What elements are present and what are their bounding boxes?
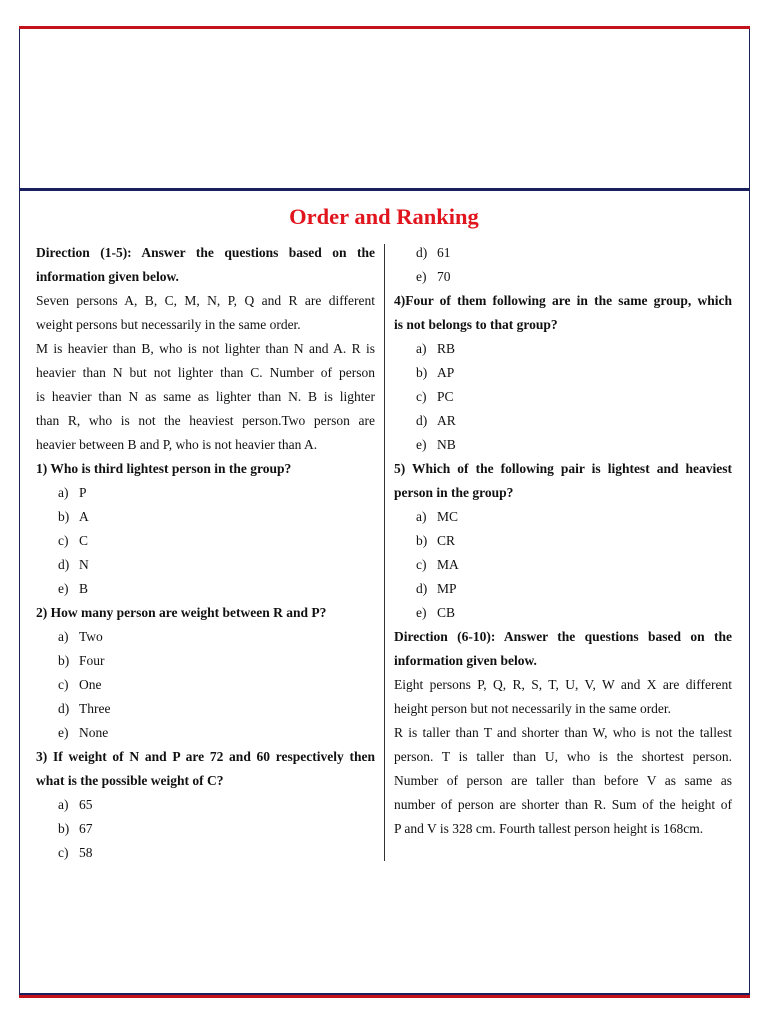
passage-line: R is taller than T and shorter than W, who is not the tallest (394, 725, 732, 740)
question-4: is not belongs to that group? (394, 317, 558, 332)
q1-option-c: c) C (58, 533, 89, 548)
q5-option-d: d) MP (416, 581, 457, 596)
passage-line: M is heavier than B, who is not lighter than N and A. R is (36, 341, 375, 356)
q3-option-c: c) 58 (58, 845, 93, 860)
left-column (36, 241, 375, 865)
q2-option-d: d) Three (58, 701, 111, 716)
bottom-red-rule (19, 995, 750, 998)
question-2: 2) How many person are weight between R and P? (36, 605, 327, 620)
passage-line: height person but not necessarily in the same order. (394, 701, 672, 716)
header-blank-area (19, 29, 750, 189)
q1-option-b: b) A (58, 509, 89, 524)
direction-heading: Direction (1-5): Answer the questions based on the (36, 245, 375, 260)
q3-option-a: a) 65 (58, 797, 93, 812)
q4-option-c: c) PC (416, 389, 454, 404)
q3-option-d: d) 61 (416, 245, 451, 260)
q2-option-a: a) Two (58, 629, 103, 644)
page-title: Order and Ranking (289, 204, 479, 229)
passage-line: heavier than N but not lighter than C. Number of person (36, 365, 375, 380)
question-3: what is the possible weight of C? (36, 773, 224, 788)
question-3: 3) If weight of N and P are 72 and 60 respectively then (36, 749, 375, 764)
passage-line: than R, who is not the heaviest person.Two person are (36, 413, 375, 428)
question-4: 4)Four of them following are in the same group, which (394, 293, 732, 308)
q2-option-c: c) One (58, 677, 102, 692)
q5-option-b: b) CR (416, 533, 456, 548)
passage-line: Eight persons P, Q, R, S, T, U, V, W and X are different (394, 677, 732, 692)
column-divider (384, 244, 385, 861)
q4-option-b: b) AP (416, 365, 455, 380)
direction-heading: information given below. (36, 269, 179, 284)
q5-option-a: a) MC (416, 509, 459, 524)
direction-heading: information given below. (394, 653, 537, 668)
q4-option-d: d) AR (416, 413, 456, 428)
question-1: 1) Who is third lightest person in the group? (36, 461, 292, 476)
passage-line: number of person are shorter than R. Sum of the height of (394, 797, 732, 812)
passage-line: Number of person are taller than before V as same as (394, 773, 732, 788)
q2-option-e: e) None (58, 725, 109, 740)
passage-line: is heavier than N as same as lighter than N. B is lighter (36, 389, 375, 404)
passage-line: weight persons but necessarily in the same order. (36, 317, 301, 332)
q3-option-b: b) 67 (58, 821, 93, 836)
q5-option-c: c) MA (416, 557, 459, 572)
question-5: person in the group? (394, 485, 514, 500)
q4-option-a: a) RB (416, 341, 456, 356)
passage-line: P and V is 328 cm. Fourth tallest person height is 168cm. (394, 821, 704, 836)
q4-option-e: e) NB (416, 437, 456, 452)
q1-option-d: d) N (58, 557, 89, 572)
q1-option-a: a) P (58, 485, 87, 500)
direction-heading: Direction (6-10): Answer the questions based on the (394, 629, 732, 644)
question-5: 5) Which of the following pair is lightest and heaviest (394, 461, 732, 476)
passage-line: Seven persons A, B, C, M, N, P, Q and R are different (36, 293, 375, 308)
q1-option-e: e) B (58, 581, 89, 596)
q3-option-e: e) 70 (416, 269, 451, 284)
passage-line: heavier between B and P, who is not heavier than A. (36, 437, 318, 452)
q2-option-b: b) Four (58, 653, 105, 668)
passage-line: person. T is taller than U, who is the shortest person. (394, 749, 732, 764)
q5-option-e: e) CB (416, 605, 456, 620)
right-column (394, 241, 732, 841)
